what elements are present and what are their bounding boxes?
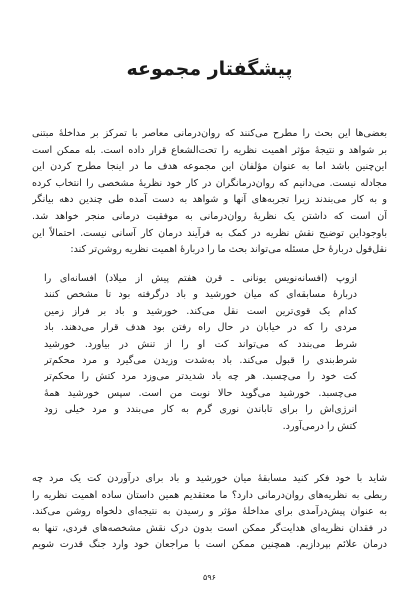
text-line: به عنوان پیش‌درآمدی برای مداخلهٔ مؤثر و رسیدن به نتیجه‌ای دلخواه روشن می‌کند. [32, 506, 387, 518]
quote-line: مردی را که در خیابان در حال راه رفتن بود هدف قرار می‌دهند. باد [44, 322, 357, 334]
quote-line: انرژی‌اش را برای تاباندن نوری گرم به کار می‌بندد و مرد خیلی زود [44, 404, 357, 416]
page-title: پیشگفتار مجموعه [126, 58, 293, 80]
text-line: نقل‌قول دربارهٔ حل مسئله می‌تواند بحث ما را دربارهٔ اهمیت نظریه روشن‌تر کند: [70, 244, 387, 256]
text-line: و به کار می‌بندند زیرا تجربه‌های آنها و شواهد به دست آمده طی چندین دهه بیانگر [32, 194, 387, 206]
text-line: درمان علائم بپردازیم. همچنین ممکن است با مراجعان خود وارد جنگ قدرت شویم [32, 539, 387, 551]
intro-paragraph [32, 126, 387, 259]
text-line: این‌چنین باشد اما به عنوان مؤلفان این مجموعه هدف ما در اینجا مطرح کردن این [32, 161, 387, 173]
quote-line: کتش را درمی‌آورد. [282, 420, 357, 432]
quote-line: می‌چسبد. خورشید می‌گوید حالا نوبت من است. سپس خورشید همهٔ [44, 387, 357, 399]
text-line: بر شواهد و نتیجهٔ مؤثر اهمیت نظریه را تحت‌الشعاع قرار داده است. بله ممکن است [32, 144, 387, 156]
text-line: باوجوداین توضیح نقش نظریه در کمک به فرآیند درمان کار آسانی نیست. احتمالاً این [32, 227, 387, 239]
text-line: بعضی‌ها این بحث را مطرح می‌کنند که روان‌درمانی معاصر با تمرکز بر مداخلهٔ مبتنی [32, 128, 387, 139]
text-line: ربطی به نظریه‌های روان‌درمانی دارد؟ ما معتقدیم همین داستان ساده اهمیت نظریه را [32, 489, 387, 501]
quote-line: کدام یک قوی‌ترین است نقل می‌کند. خورشید و باد بر فراز زمین [44, 305, 357, 317]
text-line: شاید با خود فکر کنید مسابقهٔ میان خورشید و باد برای درآوردن کت یک مرد چه [32, 473, 387, 484]
quote-line: کت خود را می‌چسبد. هر چه باد شدیدتر می‌وزد مرد کتش را محکم‌تر [44, 371, 357, 383]
block-quote [44, 271, 357, 435]
quote-line: شرط‌بندی را قبول می‌کند. باد به‌شدت وزیدن می‌گیرد و مرد محکم‌تر [44, 355, 357, 367]
quote-line: ازوپ (افسانه‌نویس یونانی ـ قرن هفتم پیش از میلاد) افسانه‌ای را [44, 273, 357, 284]
quote-line: شرط می‌بندد که می‌تواند کت او را از تنش در بیاورد. خورشید [44, 338, 357, 350]
text-line: در فقدان نظریه‌ای هدایت‌گر ممکن است بدون درک نقش مشخصه‌های فردی، تنها به [32, 522, 387, 534]
closing-paragraph [32, 471, 387, 554]
quote-line: دربارهٔ مسابقه‌ای که میان خورشید و باد درگرفته بود تا مشخص کنند [44, 289, 357, 301]
text-line: آن است که داشتن یک نظریهٔ روان‌درمانی به موفقیت درمانی منجر خواهد شد. [32, 210, 387, 222]
text-line: مجادله نیست. می‌دانیم که روان‌درمانگران در کار خود نظریهٔ مشخصی را انتخاب کرده [32, 177, 387, 189]
page-number: ۵۹۶ [203, 573, 216, 582]
